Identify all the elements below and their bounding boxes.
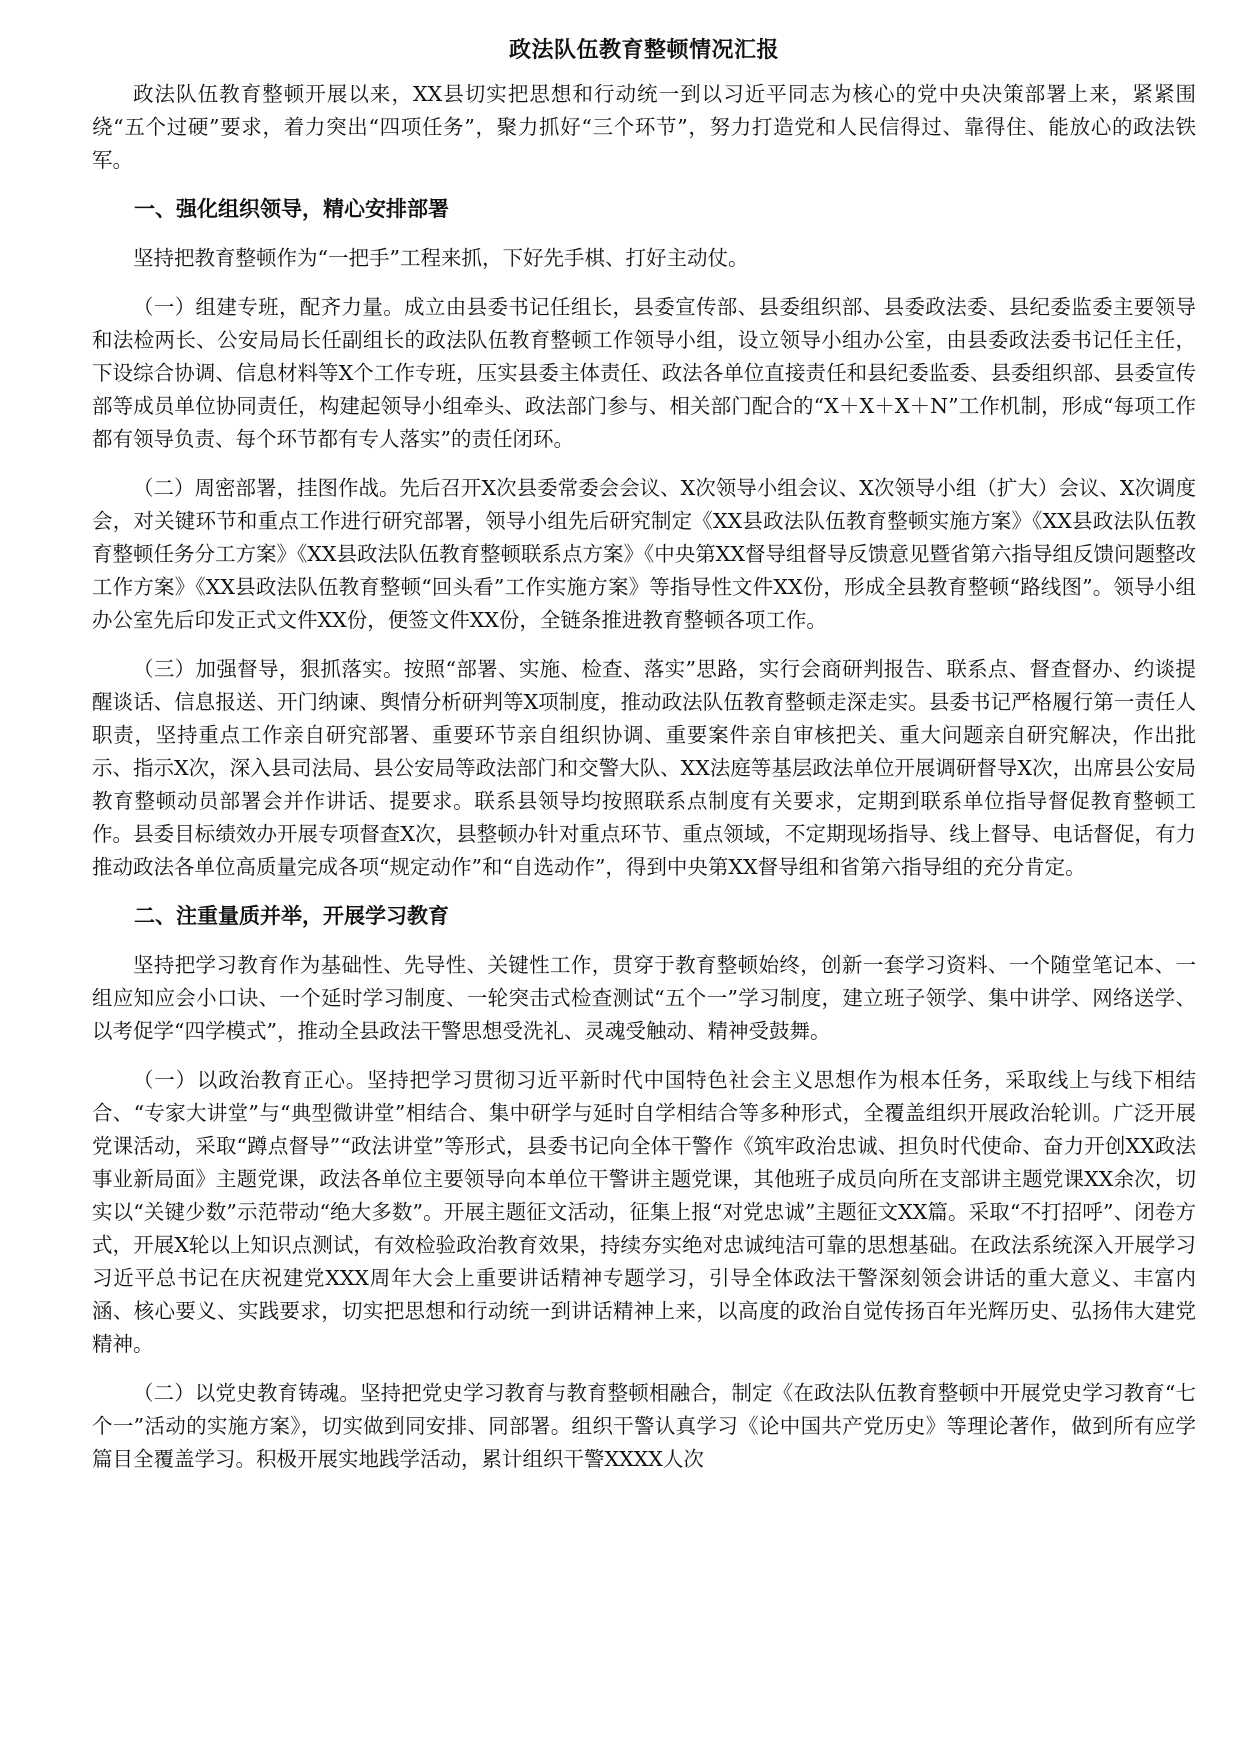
section-2-lead: 坚持把学习教育作为基础性、先导性、关键性工作，贯穿于教育整顿始终，创新一套学习资料、一个随堂笔记本、一组应知应会小口诀、一个延时学习制度、一轮突击式检查测试“五个一”学习制度，建立班子领学、集中讲学、网络送学、以考促学“四学模式”，推动全县政法干警思想受洗礼、灵魂受触动、精神受鼓舞。 (92, 953, 1196, 1043)
section-1-lead: 坚持把教育整顿作为“一把手”工程来抓，下好先手棋、打好主动仗。 (133, 246, 749, 270)
document-title: 政法队伍教育整顿情况汇报 (508, 38, 779, 63)
section-1-heading: 一、强化组织领导，精心安排部署 (134, 197, 449, 221)
section-1-paragraph-3: （三）加强督导，狠抓落实。按照“部署、实施、检查、落实”思路，实行会商研判报告、联系点、督查督办、约谈提醒谈话、信息报送、开门纳谏、舆情分析研判等X项制度，推动政法队伍教育整顿走深走实。县委书记严格履行第一责任人职责，坚持重点工作亲自研究部署、重要环节亲自组织协调、重要案件亲自审核把关、重大问题亲自研究解决，作出批示、指示X次，深入县司法局、县公安局等政法部门和交警大队、XX法庭等基层政法单位开展调研督导X次，出席县公安局教育整顿动员部署会并作讲话、提要求。联系县领导均按照联系点制度有关要求，定期到联系单位指导督促教育整顿工作。县委目标绩效办开展专项督查X次，县整顿办针对重点环节、重点领域，不定期现场指导、线上督导、电话督促，有力推动政法各单位高质量完成各项“规定动作”和“自选动作”，得到中央第XX督导组和省第六指导组的充分肯定。 (92, 657, 1196, 879)
document-page (92, 34, 1196, 1492)
section-2-heading: 二、注重量质并举，开展学习教育 (134, 904, 449, 928)
section-1-paragraph-1: （一）组建专班，配齐力量。成立由县委书记任组长，县委宣传部、县委组织部、县委政法委、县纪委监委主要领导和法检两长、公安局局长任副组长的政法队伍教育整顿工作领导小组，设立领导小组办公室，由县委政法委书记任主任，下设综合协调、信息材料等X个工作专班，压实县委主体责任、政法各单位直接责任和县纪委监委、县委组织部、县委宣传部等成员单位协同责任，构建起领导小组牵头、政法部门参与、相关部门配合的“X＋X＋X＋N”工作机制，形成“每项工作都有领导负责、每个环节都有专人落实”的责任闭环。 (92, 295, 1196, 451)
section-2-paragraph-2: （二）以党史教育铸魂。坚持把党史学习教育与教育整顿相融合，制定《在政法队伍教育整顿中开展党史学习教育“七个一”活动的实施方案》，切实做到同安排、同部署。组织干警认真学习《论中国共产党历史》等理论著作，做到所有应学篇目全覆盖学习。积极开展实地践学活动，累计组织干警XXXX人次 (92, 1381, 1196, 1471)
intro-paragraph: 政法队伍教育整顿开展以来，XX县切实把思想和行动统一到以习近平同志为核心的党中央决策部署上来，紧紧围绕“五个过硬”要求，着力突出“四项任务”，聚力抓好“三个环节”，努力打造党和人民信得过、靠得住、能放心的政法铁军。 (92, 82, 1196, 172)
section-2-paragraph-1: （一）以政治教育正心。坚持把学习贯彻习近平新时代中国特色社会主义思想作为根本任务，采取线上与线下相结合、“专家大讲堂”与“典型微讲堂”相结合、集中研学与延时自学相结合等多种形式，全覆盖组织开展政治轮训。广泛开展党课活动，采取“蹲点督导”“政法讲堂”等形式，县委书记向全体干警作《筑牢政治忠诚、担负时代使命、奋力开创XX政法事业新局面》主题党课，政法各单位主要领导向本单位干警讲主题党课，其他班子成员向所在支部讲主题党课XX余次，切实以“关键少数”示范带动“绝大多数”。开展主题征文活动，征集上报“对党忠诚”主题征文XX篇。采取“不打招呼”、闭卷方式，开展X轮以上知识点测试，有效检验政治教育效果，持续夯实绝对忠诚纯洁可靠的思想基础。在政法系统深入开展学习习近平总书记在庆祝建党XXX周年大会上重要讲话精神专题学习，引导全体政法干警深刻领会讲话的重大意义、丰富内涵、核心要义、实践要求，切实把思想和行动统一到讲话精神上来，以高度的政治自觉传扬百年光辉历史、弘扬伟大建党精神。 (92, 1068, 1196, 1356)
section-1-paragraph-2: （二）周密部署，挂图作战。先后召开X次县委常委会会议、X次领导小组会议、X次领导小组（扩大）会议、X次调度会，对关键环节和重点工作进行研究部署，领导小组先后研究制定《XX县政法队伍教育整顿实施方案》《XX县政法队伍教育整顿任务分工方案》《XX县政法队伍教育整顿联系点方案》《中央第XX督导组督导反馈意见暨省第六指导组反馈问题整改工作方案》《XX县政法队伍教育整顿“回头看”工作实施方案》等指导性文件XX份，形成全县教育整顿“路线图”。领导小组办公室先后印发正式文件XX份，便签文件XX份，全链条推进教育整顿各项工作。 (92, 476, 1196, 632)
